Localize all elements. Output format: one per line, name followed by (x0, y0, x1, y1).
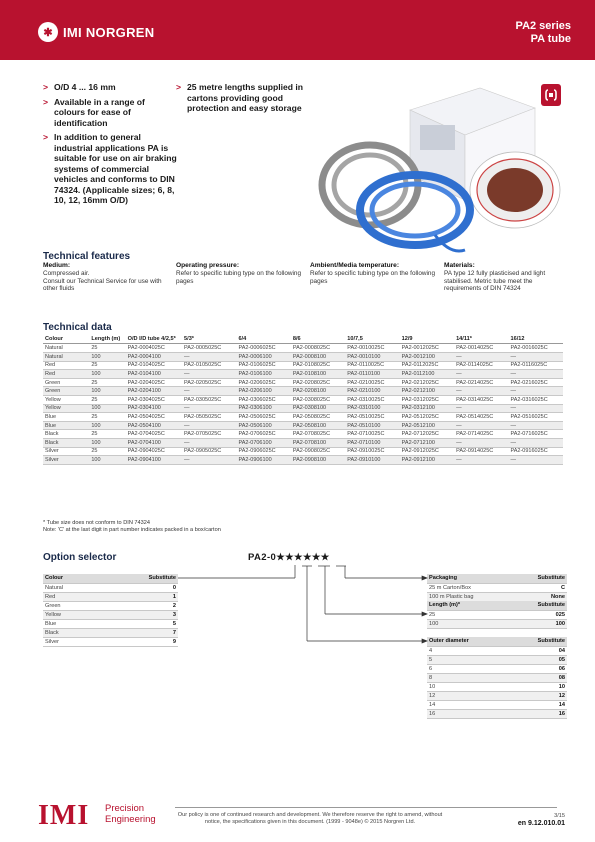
feature-text: PA type 12 fully plasticised and light stabilised. Metric tube meet the requirements of DIN 74324 (444, 269, 546, 293)
selector-cell: Natural (43, 583, 99, 592)
table-cell: PA2-0216025C (508, 378, 563, 387)
table-cell: PA2-0112025C (400, 361, 454, 370)
table-cell: — (182, 421, 236, 430)
table-cell: Yellow (43, 404, 89, 413)
selector-header-row (43, 574, 178, 583)
page-info (518, 812, 565, 828)
imi-logo: IMI (38, 800, 90, 831)
table-cell: PA2-0108025C (291, 361, 345, 370)
table-cell: 100 (89, 404, 125, 413)
table-cell: — (508, 456, 563, 465)
selector-row (427, 664, 567, 673)
column-header: Length (m) (89, 335, 125, 344)
selector-row (427, 646, 567, 655)
table-row (43, 438, 563, 447)
table-cell: PA2-0208025C (291, 378, 345, 387)
table-cell: PA2-0012025C (400, 344, 454, 353)
table-cell: — (454, 421, 508, 430)
feature-label: Operating pressure: (176, 262, 240, 269)
table-cell: — (508, 421, 563, 430)
table-cell: PA2-0506100 (236, 421, 290, 430)
table-cell: PA2-0312025C (400, 395, 454, 404)
table-cell: PA2-0906025C (236, 447, 290, 456)
feature-bullets-right (176, 82, 306, 118)
table-cell: PA2-0914025C (454, 447, 508, 456)
table-cell: PA2-0906100 (236, 456, 290, 465)
table-cell: — (182, 353, 236, 362)
table-cell: Silver (43, 456, 89, 465)
table-cell: PA2-0912100 (400, 456, 454, 465)
table-header-row (43, 335, 563, 344)
table-cell: PA2-0908100 (291, 456, 345, 465)
table-cell: PA2-0508025C (291, 413, 345, 422)
selector-cell: 5 (427, 655, 509, 664)
selector-cell: Green (43, 601, 99, 610)
selector-row (427, 592, 567, 601)
selector-row (427, 682, 567, 691)
selector-cell: None (512, 592, 567, 601)
table-cell: 100 (89, 353, 125, 362)
table-cell: PA2-0910100 (345, 456, 399, 465)
table-cell: PA2-0712025C (400, 430, 454, 439)
policy-text: Our policy is one of continued research and development. We therefore reserve the right to amend, without notice, the specifications given in this document. (1999 - 9048e) © 2015 Norgren Ltd. (177, 812, 443, 825)
tagline-line: Engineering (105, 814, 156, 825)
table-cell: PA2-0706025C (236, 430, 290, 439)
selector-cell: 04 (509, 646, 567, 655)
selector-row (43, 637, 178, 646)
table-cell: 25 (89, 413, 125, 422)
table-cell: PA2-0214025C (454, 378, 508, 387)
bullet-item: > 25 metre lengths supplied in cartons providing good protection and easy storage (176, 82, 306, 114)
table-cell: PA2-0006100 (236, 353, 290, 362)
table-cell: PA2-0106025C (236, 361, 290, 370)
feature-bullets-left (43, 82, 178, 210)
table-cell: PA2-0108100 (291, 370, 345, 379)
table-cell: PA2-0212025C (400, 378, 454, 387)
table-cell: PA2-0105025C (182, 361, 236, 370)
table-cell: PA2-0312100 (400, 404, 454, 413)
table-cell: PA2-0014025C (454, 344, 508, 353)
selector-cell: 06 (509, 664, 567, 673)
feature-text: Refer to specific tubing type on the following pages (176, 269, 302, 285)
table-cell: 100 (89, 421, 125, 430)
table-cell: PA2-0210100 (345, 387, 399, 396)
table-cell: PA2-0004100 (126, 353, 182, 362)
selector-cell: 12 (509, 691, 567, 700)
table-cell: PA2-0705025C (182, 430, 236, 439)
table-cell: Red (43, 361, 89, 370)
selector-row (43, 610, 178, 619)
document-code: en 9.12.010.01 (517, 820, 565, 827)
table-cell: — (454, 370, 508, 379)
selector-cell: Outer diameter (427, 637, 509, 646)
table-cell: PA2-0005025C (182, 344, 236, 353)
table-cell: 25 (89, 447, 125, 456)
table-cell: — (454, 438, 508, 447)
table-cell: Red (43, 370, 89, 379)
table-cell: — (508, 353, 563, 362)
table-cell: PA2-0204100 (126, 387, 182, 396)
table-cell: PA2-0710100 (345, 438, 399, 447)
table-cell: PA2-0008025C (291, 344, 345, 353)
selector-row (427, 700, 567, 709)
part-number-code: PA2-0★★★★★★ (248, 552, 330, 563)
table-cell: PA2-0304025C (126, 395, 182, 404)
selector-cell: Substitute (501, 601, 567, 610)
table-cell: PA2-0305025C (182, 395, 236, 404)
table-cell: Silver (43, 447, 89, 456)
bullet-item: > O/D 4 ... 16 mm (43, 82, 178, 93)
selector-cell: 100 (501, 619, 567, 628)
column-header: 5/3* (182, 335, 236, 344)
table-cell: PA2-0012100 (400, 353, 454, 362)
table-cell: — (182, 404, 236, 413)
technical-data-table (43, 335, 563, 465)
table-cell: PA2-0304100 (126, 404, 182, 413)
note: * Tube size does not conform to DIN 74324 (43, 520, 150, 526)
selector-cell: 25 (427, 610, 501, 619)
table-row (43, 404, 563, 413)
bullet-item: > Available in a range of colours for ease of identification (43, 97, 178, 129)
selector-cell: 25 m Carton/Box (427, 583, 512, 592)
table-cell: — (508, 438, 563, 447)
table-cell: PA2-0308025C (291, 395, 345, 404)
table-row (43, 421, 563, 430)
selector-cell: 2 (99, 601, 178, 610)
outer-diameter-selector-table (427, 637, 567, 719)
table-cell: PA2-0504025C (126, 413, 182, 422)
table-cell: PA2-0514025C (454, 413, 508, 422)
series-name: PA2 series (515, 20, 571, 32)
selector-cell: Blue (43, 619, 99, 628)
table-cell: PA2-0006025C (236, 344, 290, 353)
selector-cell: 6 (427, 664, 509, 673)
feature-label: Ambient/Media temperature: (310, 262, 400, 269)
table-cell: PA2-0912025C (400, 447, 454, 456)
table-cell: PA2-0104025C (126, 361, 182, 370)
selector-cell: 08 (509, 673, 567, 682)
table-cell: PA2-0706100 (236, 438, 290, 447)
table-cell: PA2-0510100 (345, 421, 399, 430)
table-cell: 25 (89, 430, 125, 439)
feature-medium (43, 262, 176, 293)
table-cell: PA2-0016025C (508, 344, 563, 353)
table-row (43, 378, 563, 387)
table-cell: — (182, 438, 236, 447)
feature-materials (444, 262, 563, 293)
table-cell: PA2-0714025C (454, 430, 508, 439)
table-row (43, 413, 563, 422)
selector-cell: Packaging (427, 574, 512, 583)
option-selector-title: Option selector (43, 552, 117, 563)
table-cell: PA2-0916025C (508, 447, 563, 456)
colour-selector-table (43, 574, 178, 647)
selector-row (43, 628, 178, 637)
table-cell: 25 (89, 361, 125, 370)
table-row (43, 370, 563, 379)
selector-row (427, 709, 567, 718)
selector-cell: Substitute (512, 574, 567, 583)
table-row (43, 387, 563, 396)
selector-header-row (427, 601, 567, 610)
table-cell: 100 (89, 370, 125, 379)
table-cell: PA2-0110100 (345, 370, 399, 379)
product-name: PA tube (530, 33, 571, 45)
table-cell: PA2-0310100 (345, 404, 399, 413)
table-cell: PA2-0908025C (291, 447, 345, 456)
selector-cell: 05 (509, 655, 567, 664)
column-header: 14/11* (454, 335, 508, 344)
table-cell: PA2-0205025C (182, 378, 236, 387)
table-cell: PA2-0210025C (345, 378, 399, 387)
table-cell: PA2-0716025C (508, 430, 563, 439)
selector-cell: 100 (427, 619, 501, 628)
table-cell: Green (43, 387, 89, 396)
tagline-line: Precision (105, 803, 145, 814)
selector-cell: 0 (99, 583, 178, 592)
selector-row (427, 655, 567, 664)
column-header: O/D I/D tube 4/2,5* (126, 335, 182, 344)
selector-cell: Black (43, 628, 99, 637)
selector-cell: Substitute (509, 637, 567, 646)
selector-cell: 4 (427, 646, 509, 655)
table-cell: PA2-0712100 (400, 438, 454, 447)
table-cell: Green (43, 378, 89, 387)
table-cell: PA2-0206025C (236, 378, 290, 387)
page-number: 3/15 (554, 813, 565, 819)
table-cell: — (182, 456, 236, 465)
table-cell: PA2-0704100 (126, 438, 182, 447)
table-cell: PA2-0508100 (291, 421, 345, 430)
table-cell: PA2-0316025C (508, 395, 563, 404)
column-header: 10/7,5 (345, 335, 399, 344)
selector-row (427, 673, 567, 682)
table-cell: 25 (89, 344, 125, 353)
selector-cell: 16 (427, 709, 509, 718)
length-selector-table (427, 601, 567, 629)
table-cell: — (454, 456, 508, 465)
table-cell: PA2-0314025C (454, 395, 508, 404)
selector-row (427, 583, 567, 592)
selector-header-row (427, 637, 567, 646)
selector-cell: 3 (99, 610, 178, 619)
feature-text: Refer to specific tubing type on the following pages (310, 269, 436, 285)
table-cell: PA2-0106100 (236, 370, 290, 379)
table-cell: Natural (43, 353, 89, 362)
table-row (43, 395, 563, 404)
table-cell: Yellow (43, 395, 89, 404)
table-cell: PA2-0008100 (291, 353, 345, 362)
note: Note: 'C' at the last digit in part number indicates packed in a box/carton (43, 526, 221, 533)
table-cell: — (508, 387, 563, 396)
feature-label: Medium: (43, 262, 71, 269)
technical-features-title: Technical features (43, 251, 131, 262)
table-row (43, 344, 563, 353)
column-header: 8/6 (291, 335, 345, 344)
footer-divider (175, 807, 557, 808)
selector-row (43, 601, 178, 610)
table-cell: Blue (43, 413, 89, 422)
table-cell: PA2-0904025C (126, 447, 182, 456)
table-cell: 25 (89, 378, 125, 387)
selector-cell: 025 (501, 610, 567, 619)
selector-row (427, 610, 567, 619)
column-header: 16/12 (508, 335, 563, 344)
brand-emblem-icon: ✱ (38, 22, 58, 42)
table-cell: PA2-0116025C (508, 361, 563, 370)
column-header: 12/9 (400, 335, 454, 344)
table-cell: Black (43, 430, 89, 439)
feature-label: Materials: (444, 262, 475, 269)
table-cell: Natural (43, 344, 89, 353)
selector-cell: 16 (509, 709, 567, 718)
table-cell: PA2-0208100 (291, 387, 345, 396)
brand-logo (38, 22, 154, 42)
selector-cell: Colour (43, 574, 99, 583)
table-cell: PA2-0212100 (400, 387, 454, 396)
table-cell: 25 (89, 395, 125, 404)
selector-cell: 10 (509, 682, 567, 691)
table-cell: 100 (89, 438, 125, 447)
series-title (516, 20, 571, 46)
table-cell: PA2-0504100 (126, 421, 182, 430)
table-cell: Black (43, 438, 89, 447)
table-cell: PA2-0506025C (236, 413, 290, 422)
feature-temperature (310, 262, 444, 293)
column-header: Colour (43, 335, 89, 344)
table-cell: PA2-0310025C (345, 395, 399, 404)
table-cell: PA2-0904100 (126, 456, 182, 465)
technical-data-title: Technical data (43, 322, 112, 333)
bullet-item: > In addition to general industrial applications PA is suitable for use on air braking systems of commercial vehicles and conforms to DIN 74324. (Applicable sizes; 6, 8, 10, 12, 16mm O/D) (43, 132, 178, 206)
table-cell: PA2-0114025C (454, 361, 508, 370)
table-cell: 100 (89, 387, 125, 396)
selector-cell: 100 m Plastic bag (427, 592, 512, 601)
table-notes (43, 520, 221, 534)
table-row (43, 430, 563, 439)
selector-cell: 14 (427, 700, 509, 709)
table-cell: — (454, 387, 508, 396)
table-cell: PA2-0306025C (236, 395, 290, 404)
selector-cell: Silver (43, 637, 99, 646)
table-cell: — (508, 404, 563, 413)
table-cell: Blue (43, 421, 89, 430)
selector-cell: Yellow (43, 610, 99, 619)
selector-row (427, 619, 567, 628)
selector-row (43, 583, 178, 592)
selector-row (43, 592, 178, 601)
selector-row (427, 691, 567, 700)
selector-cell: 1 (99, 592, 178, 601)
selector-row (43, 619, 178, 628)
table-cell: PA2-0004025C (126, 344, 182, 353)
table-cell: PA2-0708025C (291, 430, 345, 439)
table-row (43, 361, 563, 370)
selector-cell: 8 (427, 673, 509, 682)
column-header: 6/4 (236, 335, 290, 344)
selector-cell: Substitute (99, 574, 178, 583)
table-cell: — (182, 387, 236, 396)
table-cell: PA2-0110025C (345, 361, 399, 370)
table-cell: 100 (89, 456, 125, 465)
table-row (43, 447, 563, 456)
imi-tagline (105, 803, 156, 825)
table-row (43, 353, 563, 362)
table-cell: PA2-0710025C (345, 430, 399, 439)
page-header (0, 0, 595, 60)
selector-cell: 10 (427, 682, 509, 691)
table-cell: PA2-0505025C (182, 413, 236, 422)
selector-cell: 12 (427, 691, 509, 700)
table-cell: PA2-0510025C (345, 413, 399, 422)
table-cell: PA2-0516025C (508, 413, 563, 422)
table-cell: PA2-0204025C (126, 378, 182, 387)
feature-pressure (176, 262, 310, 293)
selector-cell: Length (m)* (427, 601, 501, 610)
selector-cell: Red (43, 592, 99, 601)
table-cell: PA2-0512025C (400, 413, 454, 422)
table-cell: PA2-0010100 (345, 353, 399, 362)
selector-cell: 5 (99, 619, 178, 628)
table-cell: PA2-0704025C (126, 430, 182, 439)
table-cell: PA2-0910025C (345, 447, 399, 456)
table-cell: — (454, 404, 508, 413)
table-row (43, 456, 563, 465)
table-cell: PA2-0905025C (182, 447, 236, 456)
table-cell: PA2-0112100 (400, 370, 454, 379)
selector-cell: 14 (509, 700, 567, 709)
table-cell: PA2-0708100 (291, 438, 345, 447)
selector-cell: 7 (99, 628, 178, 637)
product-photo (315, 80, 565, 255)
brand-name: IMI NORGREN (63, 24, 155, 40)
selector-cell: C (512, 583, 567, 592)
table-cell: PA2-0104100 (126, 370, 182, 379)
table-cell: PA2-0308100 (291, 404, 345, 413)
feature-text: Compressed air. Consult our Technical Service for use with other fluids (43, 269, 162, 293)
packaging-selector-table (427, 574, 567, 602)
table-cell: PA2-0010025C (345, 344, 399, 353)
selector-header-row (427, 574, 567, 583)
table-cell: PA2-0206100 (236, 387, 290, 396)
table-cell: — (182, 370, 236, 379)
selector-cell: 9 (99, 637, 178, 646)
table-cell: PA2-0512100 (400, 421, 454, 430)
table-cell: — (508, 370, 563, 379)
technical-features (43, 262, 563, 293)
table-cell: — (454, 353, 508, 362)
table-cell: PA2-0306100 (236, 404, 290, 413)
